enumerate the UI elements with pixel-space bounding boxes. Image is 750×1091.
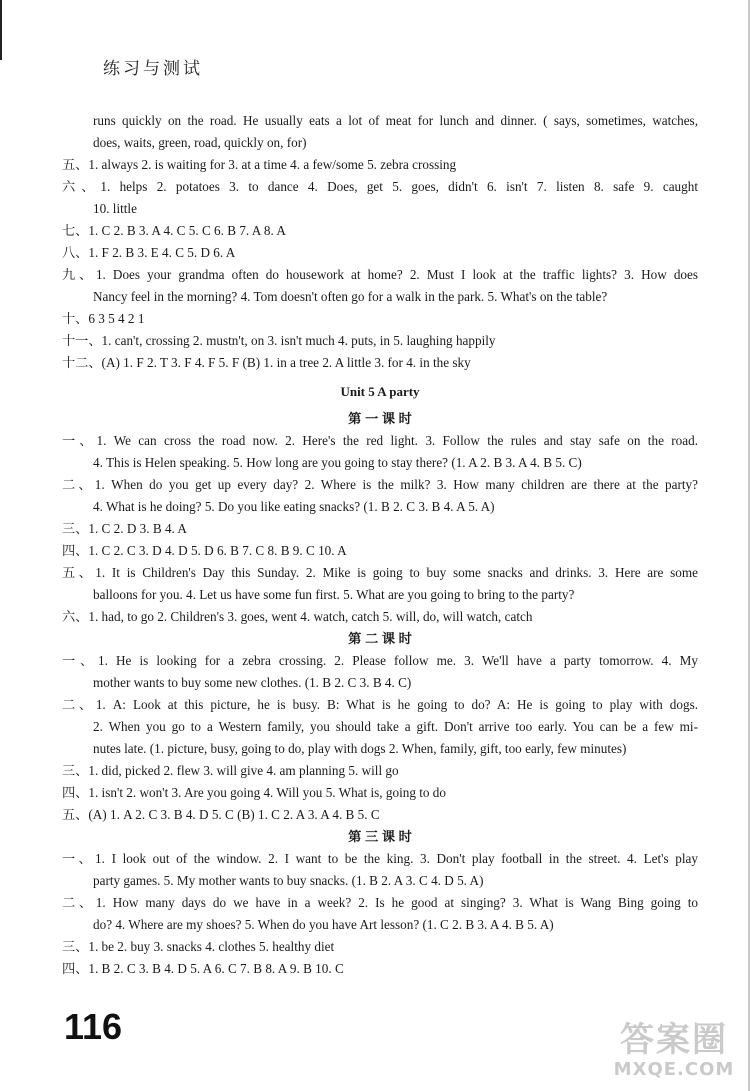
answer-line: 4. This is Helen speaking. 5. How long are you going to stay there? (1. A 2. B 3. A 4. B 5. C) (93, 455, 582, 470)
answer-line: Nancy feel in the morning? 4. Tom doesn't often go for a walk in the park. 5. What's on the table? (93, 289, 608, 304)
answer-line: mother wants to buy some new clothes. (1. B 2. C 3. B 4. C) (93, 675, 412, 690)
answer-line: does, waits, green, road, quickly on, for) (93, 135, 307, 150)
answer-line: 七、1. C 2. B 3. A 4. C 5. C 6. B 7. A 8. A (62, 223, 286, 238)
answer-line: 一、1. We can cross the road now. 2. Here's the red light. 3. Follow the rules and stay safe on the road. (62, 433, 698, 448)
lesson-3-answers (62, 848, 698, 980)
answer-line: 四、1. C 2. C 3. D 4. D 5. D 6. B 7. C 8. B 9. C 10. A (62, 543, 347, 558)
answer-line: 六、1. had, to go 2. Children's 3. goes, went 4. watch, catch 5. will, do, will watch, catch (62, 609, 533, 624)
answer-line: 五、1. It is Children's Day this Sunday. 2. Mike is going to buy some snacks and drinks. 3. Here are some (62, 565, 698, 580)
answer-content (62, 110, 698, 980)
lesson-3-title: 第 三 课 时 (348, 829, 412, 844)
answer-line: 2. When you go to a Western family, you should take a gift. Don't arrive too early. You can be a few mi- (93, 719, 698, 734)
page-edge-mark (0, 0, 2, 60)
answer-line: 10. little (93, 201, 137, 216)
answer-line: 四、1. isn't 2. won't 3. Are you going 4. Will you 5. What is, going to do (62, 785, 446, 800)
answer-line: 六、1. helps 2. potatoes 3. to dance 4. Does, get 5. goes, didn't 6. isn't 7. listen 8. safe 9. caught (62, 179, 698, 194)
answer-line: party games. 5. My mother wants to buy snacks. (1. B 2. A 3. C 4. D 5. A) (93, 873, 484, 888)
page-number: 116 (64, 1006, 123, 1047)
answer-line: 十二、(A) 1. F 2. T 3. F 4. F 5. F (B) 1. in a tree 2. A little 3. for 4. in the sky (62, 355, 471, 370)
answer-line: 一、1. He is looking for a zebra crossing. 2. Please follow me. 3. We'll have a party tomorrow. 4. My (62, 653, 698, 668)
answer-line: 四、1. B 2. C 3. B 4. D 5. A 6. C 7. B 8. A 9. B 10. C (62, 961, 344, 976)
answer-line: runs quickly on the road. He usually eats a lot of meat for lunch and dinner. ( says, sometimes, watches, (93, 113, 698, 128)
answer-line: 二、1. When do you get up every day? 2. Where is the milk? 3. How many children are there at the party? (62, 477, 698, 492)
lesson-1-title: 第 一 课 时 (348, 411, 412, 426)
answer-line: 十、6 3 5 4 2 1 (62, 311, 145, 326)
answer-line: 4. What is he doing? 5. Do you like eating snacks? (1. B 2. C 3. B 4. A 5. A) (93, 499, 495, 514)
answer-line: 一、1. I look out of the window. 2. I want to be the king. 3. Don't play football in the street. 4. Let's play (62, 851, 698, 866)
answer-line: 二、1. A: Look at this picture, he is busy. B: What is he going to do? A: He is going to play with dogs. (62, 697, 698, 712)
watermark-english: MXQE.COM (613, 1059, 735, 1080)
answer-line: nutes late. (1. picture, busy, going to do, play with dogs 2. When, family, gift, too early, few minutes) (93, 741, 627, 756)
answer-line: 九、1. Does your grandma often do housework at home? 2. Must I look at the traffic lights? 3. How does (62, 267, 698, 282)
answer-line: balloons for you. 4. Let us have some fun first. 5. What are you going to bring to the party? (93, 587, 575, 602)
answer-line: 二、1. How many days do we have in a week? 2. Is he good at singing? 3. What is Wang Bing going to (62, 895, 698, 910)
answer-line: 三、1. C 2. D 3. B 4. A (62, 521, 187, 536)
answer-line: 三、1. did, picked 2. flew 3. will give 4. am planning 5. will go (62, 763, 399, 778)
answer-line: 五、1. always 2. is waiting for 3. at a time 4. a few/some 5. zebra crossing (62, 157, 457, 172)
watermark-logo (608, 1020, 740, 1086)
page-header-title: 练习与测试 (103, 59, 203, 79)
unit-title: Unit 5 A party (340, 384, 420, 399)
lesson-1-answers (62, 430, 698, 628)
answer-line: do? 4. Where are my shoes? 5. When do you have Art lesson? (1. C 2. B 3. A 4. B 5. A) (93, 917, 554, 932)
watermark-chinese: 答案圈 (620, 1020, 728, 1060)
lesson-2-answers (62, 650, 698, 826)
answer-line: 八、1. F 2. B 3. E 4. C 5. D 6. A (62, 245, 236, 260)
answers-previous-unit (62, 110, 698, 374)
answer-line: 五、(A) 1. A 2. C 3. B 4. D 5. C (B) 1. C 2. A 3. A 4. B 5. C (62, 807, 380, 822)
answer-line: 三、1. be 2. buy 3. snacks 4. clothes 5. healthy diet (62, 939, 335, 954)
lesson-2-title: 第 二 课 时 (348, 631, 412, 646)
answer-line: 十一、1. can't, crossing 2. mustn't, on 3. isn't much 4. puts, in 5. laughing happily (62, 333, 496, 348)
